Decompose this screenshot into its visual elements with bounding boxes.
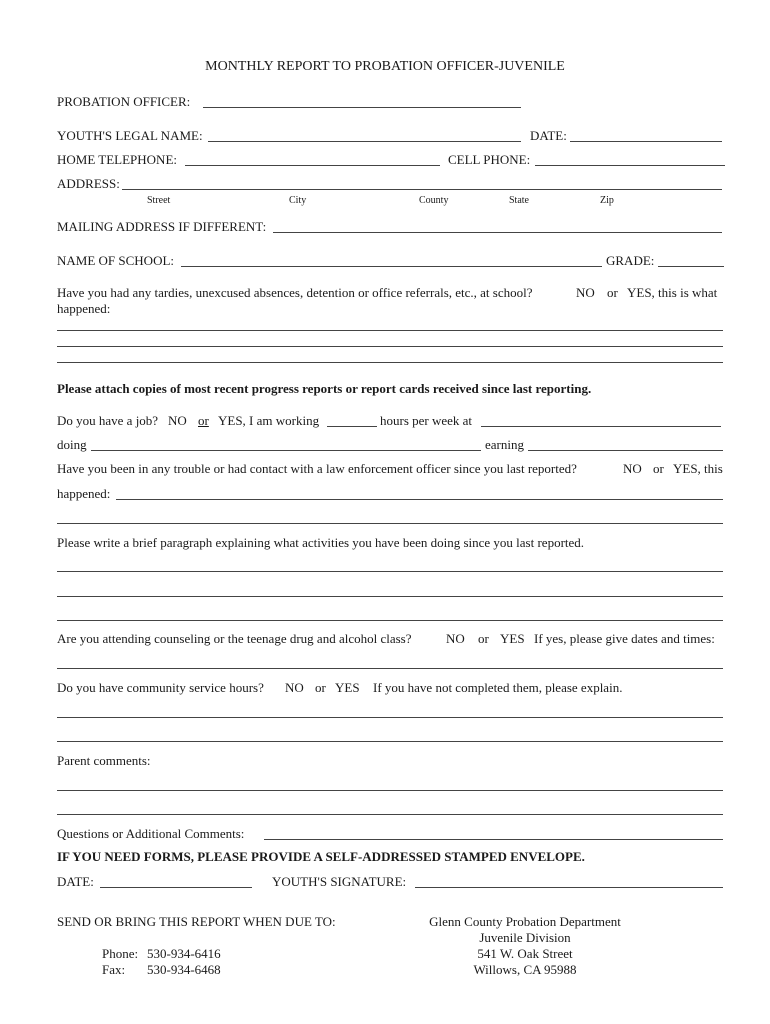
date-label: DATE: <box>530 128 567 143</box>
form-title: MONTHLY REPORT TO PROBATION OFFICER-JUVENILE <box>205 59 565 74</box>
mailing-address-label: MAILING ADDRESS IF DIFFERENT: <box>57 219 267 234</box>
attach-notice: Please attach copies of most recent progress reports or report cards received since last reporting. <box>57 381 592 396</box>
phone-number: 530-934-6416 <box>147 946 221 961</box>
job-earning-label: earning <box>485 437 524 452</box>
cell-phone-field[interactable] <box>535 165 725 166</box>
office-street: 541 W. Oak Street <box>477 946 573 961</box>
counseling-or: or <box>478 631 489 646</box>
job-hours-field[interactable] <box>327 426 377 427</box>
activities-answer-line[interactable] <box>57 596 723 597</box>
address-zip-caption: Zip <box>600 195 614 206</box>
fax-label: Fax: <box>102 962 126 977</box>
trouble-yes-option[interactable]: YES, this <box>673 461 723 476</box>
job-employer-field[interactable] <box>481 426 721 427</box>
home-phone-label: HOME TELEPHONE: <box>57 152 178 167</box>
probation-officer-label: PROBATION OFFICER: <box>57 94 191 109</box>
tardies-continuation: happened: <box>57 301 111 316</box>
job-no-option[interactable]: NO <box>168 413 187 428</box>
job-or: or <box>198 413 209 428</box>
parent-comments-line[interactable] <box>57 790 723 791</box>
signature-label: YOUTH'S SIGNATURE: <box>272 874 407 889</box>
address-label: ADDRESS: <box>57 176 120 191</box>
job-doing-label: doing <box>57 437 87 452</box>
job-hours-label: hours per week at <box>380 413 473 428</box>
trouble-answer-line[interactable] <box>116 499 723 500</box>
mailing-address-field[interactable] <box>273 232 722 233</box>
school-label: NAME OF SCHOOL: <box>57 253 175 268</box>
bottom-date-label: DATE: <box>57 874 94 889</box>
questions-label: Questions or Additional Comments: <box>57 826 245 841</box>
signature-field[interactable] <box>415 887 723 888</box>
trouble-or: or <box>653 461 664 476</box>
tardies-answer-line[interactable] <box>57 346 723 347</box>
office-division: Juvenile Division <box>479 930 571 945</box>
questions-field[interactable] <box>264 839 723 840</box>
forms-notice: IF YOU NEED FORMS, PLEASE PROVIDE A SELF-ADDRESSED STAMPED ENVELOPE. <box>57 849 585 864</box>
trouble-continuation: happened: <box>57 486 111 501</box>
community-question: Do you have community service hours? <box>57 680 264 695</box>
community-no-option[interactable]: NO <box>285 680 304 695</box>
job-earning-field[interactable] <box>528 450 723 451</box>
grade-field[interactable] <box>658 266 724 267</box>
grade-label: GRADE: <box>606 253 655 268</box>
address-street-caption: Street <box>147 195 171 206</box>
counseling-question: Are you attending counseling or the teenage drug and alcohol class? <box>57 631 412 646</box>
bottom-date-field[interactable] <box>100 887 252 888</box>
tardies-or: or <box>607 285 618 300</box>
community-follow-up: If you have not completed them, please explain. <box>373 680 623 695</box>
school-field[interactable] <box>181 266 602 267</box>
tardies-answer-line[interactable] <box>57 362 723 363</box>
activities-prompt: Please write a brief paragraph explaining what activities you have been doing since you last reported. <box>57 535 585 550</box>
date-field[interactable] <box>570 141 722 142</box>
trouble-no-option[interactable]: NO <box>623 461 642 476</box>
activities-answer-line[interactable] <box>57 620 723 621</box>
youth-name-label: YOUTH'S LEGAL NAME: <box>57 128 203 143</box>
community-answer-line[interactable] <box>57 717 723 718</box>
home-phone-field[interactable] <box>185 165 440 166</box>
counseling-follow-up: If yes, please give dates and times: <box>534 631 715 646</box>
tardies-answer-line[interactable] <box>57 330 723 331</box>
address-field[interactable] <box>122 189 722 190</box>
probation-officer-field[interactable] <box>203 107 521 108</box>
cell-phone-label: CELL PHONE: <box>448 152 531 167</box>
parent-comments-label: Parent comments: <box>57 753 151 768</box>
fax-number: 530-934-6468 <box>147 962 221 977</box>
youth-name-field[interactable] <box>208 141 521 142</box>
trouble-answer-line[interactable] <box>57 523 723 524</box>
community-or: or <box>315 680 326 695</box>
office-name: Glenn County Probation Department <box>429 914 621 929</box>
trouble-question: Have you been in any trouble or had contact with a law enforcement officer since you last reported? <box>57 461 577 476</box>
parent-comments-line[interactable] <box>57 814 723 815</box>
job-yes-option[interactable]: YES, I am working <box>218 413 320 428</box>
phone-label: Phone: <box>102 946 139 961</box>
job-doing-field[interactable] <box>91 450 481 451</box>
address-city-caption: City <box>289 195 307 206</box>
counseling-no-option[interactable]: NO <box>446 631 465 646</box>
address-county-caption: County <box>419 195 449 206</box>
community-yes-option[interactable]: YES <box>335 680 360 695</box>
community-answer-line[interactable] <box>57 741 723 742</box>
counseling-yes-option[interactable]: YES <box>500 631 525 646</box>
address-state-caption: State <box>509 195 529 206</box>
office-city: Willows, CA 95988 <box>473 962 577 977</box>
counseling-answer-line[interactable] <box>57 668 723 669</box>
job-question: Do you have a job? <box>57 413 159 428</box>
activities-answer-line[interactable] <box>57 571 723 572</box>
tardies-no-option[interactable]: NO <box>576 285 595 300</box>
tardies-question: Have you had any tardies, unexcused absences, detention or office referrals, etc., at school? <box>57 285 533 300</box>
tardies-yes-option[interactable]: YES, this is what <box>627 285 718 300</box>
send-instructions: SEND OR BRING THIS REPORT WHEN DUE TO: <box>57 914 336 929</box>
